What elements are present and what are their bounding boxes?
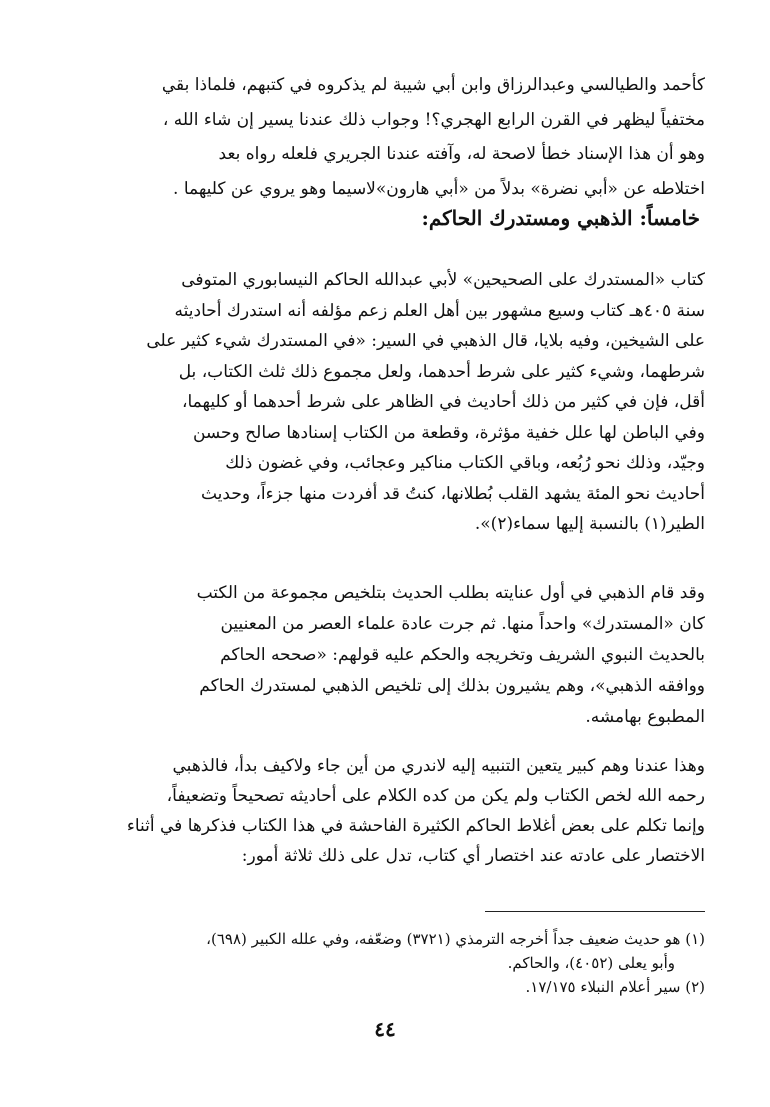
text-line: الاختصار على عادته عند اختصار أي كتاب، تدل على ذلك ثلاثة أمور: [241,846,705,866]
footnote-divider [485,911,705,912]
text-line: سنة ٤٠٥هـ كتاب وسيع مشهور بين أهل العلم زعم مؤلفه أنه استدرك أحاديثه [174,300,705,321]
text-line: شرطهما، وشيء كثير على شرط أحدهما، ولعل مجموع ذلك ثلث الكتاب، بل [178,361,705,382]
footnotes [100,927,705,999]
text-line: على الشيخين، وفيه بلايا، قال الذهبي في السير: «في المستدرك شيء كثير على [146,331,705,351]
text-line: مختفياً ليظهر في القرن الرابع الهجري؟! وجواب ذلك عندنا يسير إن شاء الله ، [162,109,705,130]
footnote-1: (١) هو حديث ضعيف جداً أخرجه الترمذي (٣٧٢١) وضعّفه، وفي علله الكبير (٦٩٨)، [206,930,705,948]
text-line: أقل، فإن في كثير من ذلك أحاديث في الظاهر على شرط أحدهما أو كليهما، [181,392,705,412]
text-line: كأحمد والطيالسي وعبدالرزاق وابن أبي شيبة لم يذكروه في كتبهم، فلماذا بقي [161,75,705,95]
text-line: وهو أن هذا الإسناد خطأ لاصحة له، وآفته عندنا الجريري فلعله رواه بعد [218,144,705,164]
paragraph-continuation [100,68,705,206]
text-line: وقد قام الذهبي في أول عنايته بطلب الحديث بتلخيص مجموعة من الكتب [196,583,705,603]
paragraph-talkhis [100,578,705,733]
text-line: وهذا عندنا وهم كبير يتعين التنبيه إليه لاندري من أين جاء ولاكيف بدأ، فالذهبي [172,756,705,776]
paragraph-mustadrak [100,265,705,540]
text-line: وفي الباطن لها علل خفية مؤثرة، وقطعة من الكتاب إسنادها صالح وحسن [192,422,705,443]
paragraph-wahm [100,751,705,871]
text-line: اختلاطه عن «أبي نضرة» بدلاً من «أبي هارون»لاسيما وهو يروي عن كليهما . [173,178,705,199]
text-line: أحاديث نحو المئة يشهد القلب بُطلانها، كنتُ قد أفردت منها جزءاً، وحديث [200,483,705,504]
text-line: وإنما تكلم على بعض أغلاط الحاكم الكثيرة الفاحشة في هذا الكتاب فذكرها في أثناء [126,816,705,836]
text-line: المطبوع بهامشه. [585,707,705,727]
footnote-2: (٢) سير أعلام النبلاء ١٧/١٧٥. [525,978,705,996]
page-number: ٤٤ [374,1017,396,1041]
text-line: كتاب «المستدرك على الصحيحين» لأبي عبدالله الحاكم النيسابوري المتوفى [181,270,705,290]
text-line: كان «المستدرك» واحداً منها. ثم جرت عادة علماء العصر من المعنيين [220,614,705,634]
text-line: رحمه الله لخص الكتاب ولم يكن من كده الكلام على أحاديثه تصحيحاً وتضعيفاً، [166,786,705,806]
text-line: وجيّد، وذلك نحو رُبُعه، وباقي الكتاب مناكير وعجائب، وفي غضون ذلك [225,453,705,473]
text-line: الطير(١) بالنسبة إليها سماء(٢)». [474,514,705,534]
text-line: ووافقه الذهبي»، وهم يشيرون بذلك إلى تلخيص الذهبي لمستدرك الحاكم [199,676,705,696]
text-line: بالحديث النبوي الشريف وتخريجه والحكم عليه قولهم: «صححه الحاكم [220,645,705,665]
footnote-1-continued: وأبو يعلى (٤٠٥٢)، والحاكم. [507,954,675,972]
section-heading: خامساً: الذهبي ومستدرك الحاكم: [421,206,700,230]
